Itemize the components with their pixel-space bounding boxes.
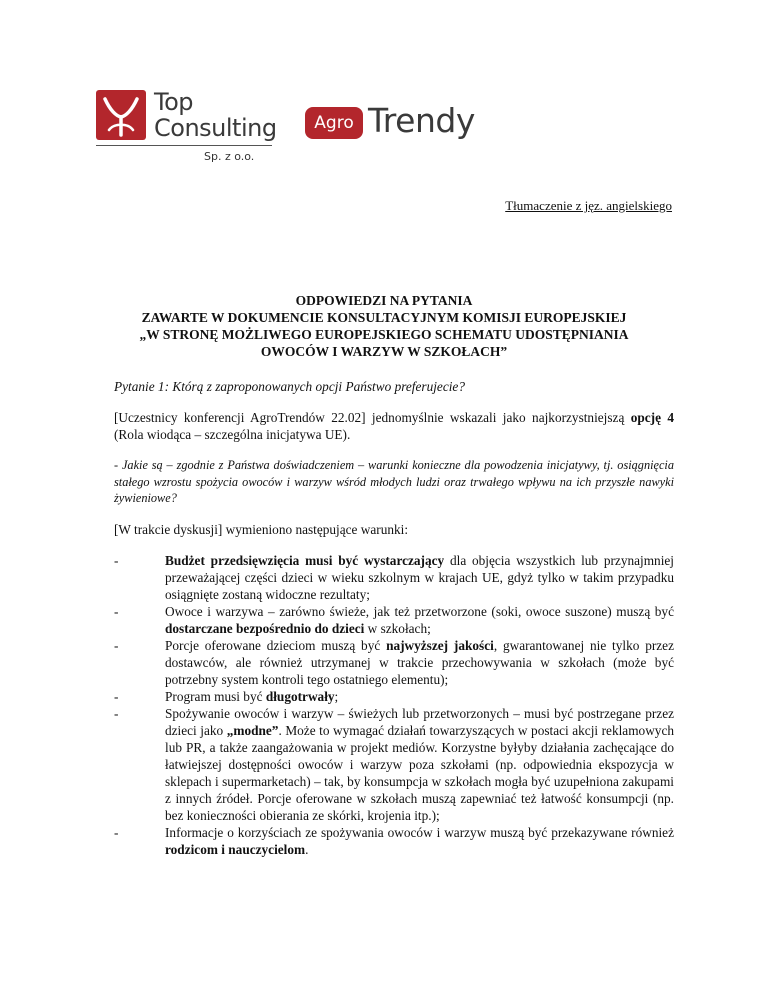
question-2: - Jakie są – zgodnie z Państwa doświadczeniem – warunki konieczne dla powodzenia inicjatywy, tj. osiągnięcia stałego wzrostu spożycia owoców i warzyw wśród młodych ludzi oraz trwałego wpływu na ich przyszłe nawyki żywieniowe? bbox=[114, 458, 674, 505]
list-dash: - bbox=[114, 688, 119, 704]
item-text: Porcje oferowane dzieciom muszą być bbox=[165, 637, 387, 653]
item-text: Owoce i warzywa – zarówno świeże, jak też przetworzone (soki, owoce suszone) muszą być bbox=[165, 603, 674, 619]
list-item bbox=[114, 688, 674, 705]
item-text-end: , gwarantowanej nie tylko przez dostawców, ale również utrzymanej w trakcie przechowywania w szkołach (może być potrzebny system kontroli tego ostatniego elementu); bbox=[165, 637, 674, 687]
list-dash: - bbox=[114, 603, 119, 619]
document-body bbox=[114, 378, 674, 858]
conditions-list bbox=[114, 552, 674, 858]
list-item bbox=[114, 552, 674, 603]
conditions-intro: [W trakcie dyskusji] wymieniono następujące warunki: bbox=[114, 521, 409, 537]
list-item bbox=[114, 824, 674, 858]
top-consulting-mark-icon bbox=[96, 90, 146, 140]
translation-note: Tłumaczenie z jęz. angielskiego bbox=[505, 198, 672, 213]
item-text: Spożywanie owoców i warzyw – świeżych lub przetworzonych – musi być postrzegane przez dzieci jako bbox=[165, 705, 674, 738]
logo-subtitle: Sp. z o.o. bbox=[204, 150, 255, 163]
item-text: Program musi być bbox=[165, 688, 266, 704]
item-text-end: ; bbox=[334, 688, 339, 704]
document-heading bbox=[96, 292, 672, 360]
top-consulting-logo bbox=[96, 88, 276, 178]
item-text: Informacje o korzyściach ze spożywania owoców i warzyw muszą być przekazywane również bbox=[165, 824, 674, 840]
item-text-end: dla objęcia wszystkich lub przynajmniej przeważającej części dzieci w wieku szkolnym w krajach UE, gdyż tylko w takim przypadku osiągnięte zostaną widoczne rezultaty; bbox=[165, 552, 674, 602]
list-item bbox=[114, 603, 674, 637]
list-item bbox=[114, 705, 674, 824]
item-text-end: w szkołach; bbox=[364, 620, 431, 636]
item-bold: „modne” bbox=[226, 722, 279, 738]
heading-line: ZAWARTE W DOKUMENCIE KONSULTACYJNYM KOMISJI EUROPEJSKIEJ bbox=[141, 310, 627, 325]
item-text-end: . bbox=[305, 841, 309, 857]
heading-line: ODPOWIEDZI NA PYTANIA bbox=[295, 293, 473, 308]
heading-line: „W STRONĘ MOŻLIWEGO EUROPEJSKIEGO SCHEMATU UDOSTĘPNIANIA bbox=[139, 327, 629, 342]
trendy-word: Trendy bbox=[368, 101, 475, 140]
list-dash: - bbox=[114, 637, 119, 653]
list-item bbox=[114, 637, 674, 688]
answer-1 bbox=[114, 409, 674, 443]
agro-badge: Agro bbox=[305, 107, 363, 139]
list-dash: - bbox=[114, 705, 119, 721]
list-dash: - bbox=[114, 824, 119, 840]
list-dash: - bbox=[114, 552, 119, 568]
item-text-end: . Może to wymagać działań towarzyszących w postaci akcji reklamowych lub PR, a także zaangażowania w projekt mediów. Korzystne byłyby działania zachęcające do łatwiejszej dostępności owoców i warzyw poza szkołami (np. odpowiednia ekspozycja w sklepach i supermarketach) – tak, by konsumpcja w szkołach mogła być uzupełniona zakupami z innych źródeł. Porcje oferowane w szkołach muszą zapewniać też łatwość konsumpcji (np. bez konieczności obierania ze skórki, krojenia itp.); bbox=[165, 722, 674, 823]
answer-1-text: [Uczestnicy konferencji AgroTrendów 22.02] jednomyślnie wskazali jako najkorzystniejszą bbox=[114, 410, 631, 425]
item-bold: rodzicom i nauczycielom bbox=[165, 841, 306, 857]
logo-divider bbox=[96, 145, 272, 146]
item-bold: długotrwały bbox=[265, 688, 335, 704]
answer-1-text-end: (Rola wiodąca – szczególna inicjatywa UE). bbox=[114, 427, 351, 442]
item-bold: najwyższej jakości bbox=[386, 637, 494, 653]
logo-word-consulting: Consulting bbox=[154, 114, 277, 142]
question-1: Pytanie 1: Którą z zaproponowanych opcji Państwo preferujecie? bbox=[114, 379, 465, 394]
agro-trendy-logo bbox=[305, 101, 505, 147]
answer-1-bold: opcję 4 bbox=[630, 410, 674, 425]
item-bold: dostarczane bezpośrednio do dzieci bbox=[165, 620, 365, 636]
logo-word-top: Top bbox=[154, 88, 193, 116]
heading-line: OWOCÓW I WARZYW W SZKOŁACH” bbox=[260, 344, 508, 359]
item-bold: Budżet przedsięwzięcia musi być wystarczający bbox=[165, 552, 445, 568]
